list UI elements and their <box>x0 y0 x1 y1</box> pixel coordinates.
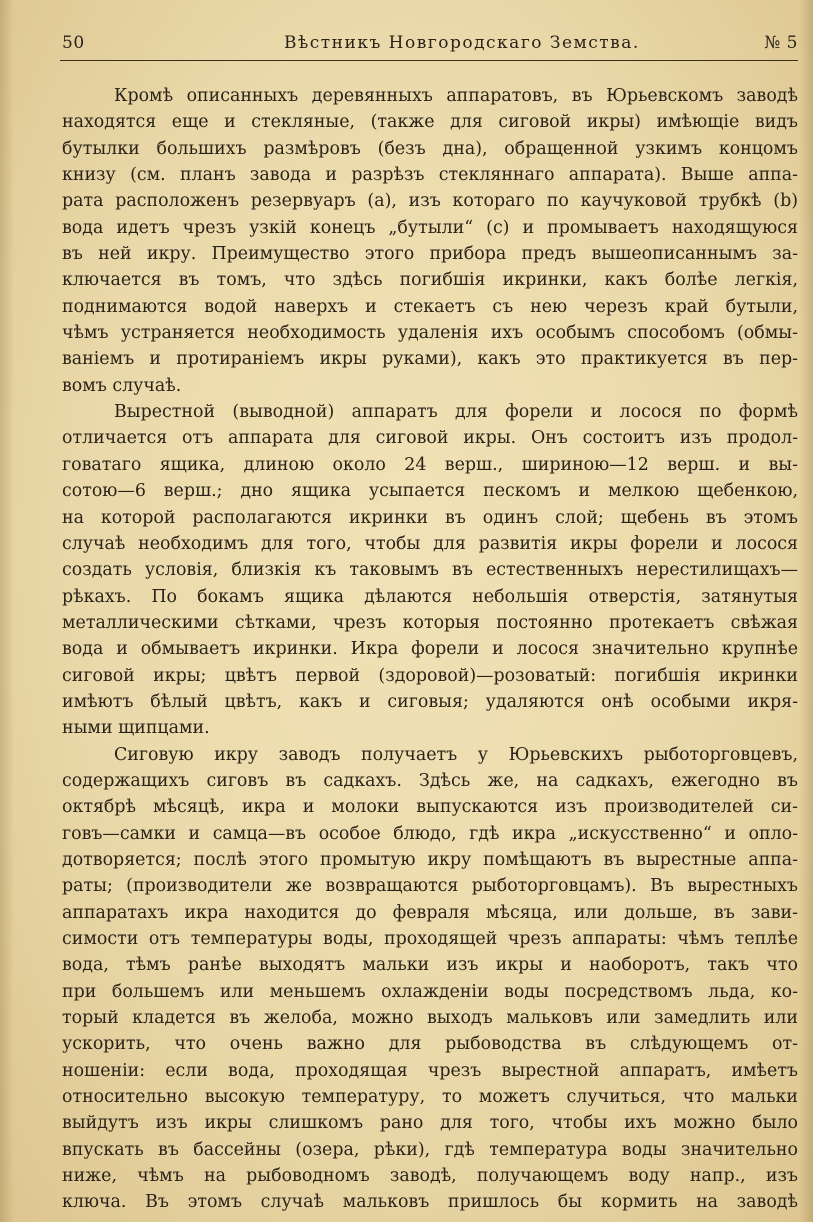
text-line: на которой располагаются икринки въ одинъ слой; щебень въ этомъ <box>62 507 798 528</box>
header-rule <box>60 60 798 61</box>
page-number: 50 <box>62 33 85 53</box>
text-line: находятся еще и стекляные, (также для сиговой икры) имѣющіе видъ <box>62 112 798 133</box>
text-line: создать условія, близкія къ таковымъ въ естественныхъ нерестилищахъ— <box>62 560 798 581</box>
text-line: аппаратахъ икра находится до февраля мѣсяца, или дольше, въ зави- <box>62 902 798 923</box>
text-line: вода и обмываетъ икринки. Икра форели и лосося значительно крупнѣе <box>62 639 798 660</box>
text-line: бутылки большихъ размѣровъ (безъ дна), обращенной узкимъ концомъ <box>62 138 798 159</box>
text-line: книзу (см. планъ завода и разрѣзъ стекляннаго аппарата). Выше аппа- <box>62 165 798 186</box>
text-line: отличается отъ аппарата для сиговой икры. Онъ состоитъ изъ продол- <box>62 428 798 449</box>
text-line: раты; (производители же возвращаются рыботорговцамъ). Въ вырестныхъ <box>62 876 798 897</box>
text-line: имѣютъ бѣлый цвѣтъ, какъ и сиговыя; удаляются онѣ особыми икря- <box>62 691 798 712</box>
text-line: вода идетъ чрезъ узкій конецъ „бутыли“ (с) и промываетъ находящуюся <box>62 217 798 238</box>
running-header <box>62 31 798 59</box>
text-line: Кромѣ описанныхъ деревянныхъ аппаратовъ, въ Юрьевскомъ заводѣ <box>114 86 798 106</box>
text-line: дотворяется; послѣ этого промытую икру помѣщаютъ въ вырестные аппа- <box>62 849 798 870</box>
text-line: ключа. Въ этомъ случаѣ мальковъ пришлось бы кормить на заводѣ <box>62 1192 798 1213</box>
text-line: Вырестной (выводной) аппаратъ для форели и лосося по формѣ <box>114 402 798 423</box>
text-line: симости отъ температуры воды, проходящей чрезъ аппараты: чѣмъ теплѣе <box>62 929 798 949</box>
issue-number: № 5 <box>764 33 798 53</box>
text-line: въ ней икру. Преимущество этого прибора предъ вышеописаннымъ за- <box>62 244 798 265</box>
text-line: ношеніи: если вода, проходящая чрезъ вырестной аппаратъ, имѣетъ <box>62 1060 798 1081</box>
page-edge-shadow-left <box>0 0 14 1222</box>
text-line: ваніемъ и протираніемъ икры руками), какъ это практикуется въ пер- <box>62 349 798 370</box>
text-line: металлическими сѣтками, чрезъ которыя постоянно протекаетъ свѣжая <box>62 612 798 633</box>
text-line: говатаго ящика, длиною около 24 верш., шириною—12 верш. и вы- <box>62 454 798 475</box>
page-edge-shadow-right <box>799 0 813 1222</box>
running-title: Вѣстникъ Новгородскаго Земства. <box>284 33 640 53</box>
text-line: говъ—самки и самца—въ особое блюдо, гдѣ икра „искусственно“ и опло- <box>62 823 798 844</box>
text-line: Сиговую икру заводъ получаетъ у Юрьевскихъ рыботорговцевъ, <box>114 744 798 765</box>
text-line: относительно высокую температуру, то можетъ случиться, что мальки <box>62 1087 798 1108</box>
text-line: вомъ случаѣ. <box>62 375 182 396</box>
text-line: выйдутъ изъ икры слишкомъ рано для того, чтобы ихъ можно было <box>62 1113 798 1134</box>
text-line: октябрѣ мѣсяцѣ, икра и молоки выпускаются изъ производителей си- <box>62 797 798 818</box>
text-line: ускорить, что очень важно для рыбоводства въ слѣдующемъ от- <box>62 1034 798 1055</box>
text-line: ными щипцами. <box>62 718 210 739</box>
text-line: поднимаются водой наверхъ и стекаетъ съ нею черезъ край бутыли, <box>62 296 798 317</box>
text-line: вода, тѣмъ ранѣе выходятъ мальки изъ икры и наоборотъ, такъ что <box>62 955 798 976</box>
text-line: ниже, чѣмъ на рыбоводномъ заводѣ, получающемъ воду напр., изъ <box>62 1166 798 1187</box>
text-line: рѣкахъ. По бокамъ ящика дѣлаются небольшія отверстія, затянутыя <box>62 586 798 607</box>
text-line: ключается въ томъ, что здѣсь погибшія икринки, какъ болѣе легкія, <box>62 270 798 291</box>
text-line: сотою—6 верш.; дно ящика усыпается пескомъ и мелкою щебенкою, <box>62 481 798 502</box>
text-line: при большемъ или меньшемъ охлажденіи воды посредствомъ льда, ко- <box>62 981 798 1002</box>
body-text <box>62 83 798 1216</box>
text-line: впускать въ бассейны (озера, рѣки), гдѣ температура воды значительно <box>62 1139 798 1160</box>
text-line: чѣмъ устраняется необходимость удаленія ихъ особымъ способомъ (обмы- <box>62 323 798 344</box>
text-line: случаѣ необходимъ для того, чтобы для развитія икры форели и лосося <box>62 533 798 554</box>
text-line: содержащихъ сиговъ въ садкахъ. Здѣсь же, на садкахъ, ежегодно въ <box>62 770 798 791</box>
text-line: рата расположенъ резервуаръ (а), изъ котораго по каучуковой трубкѣ (b) <box>62 191 798 212</box>
text-line: торый кладется въ желоба, можно выходъ мальковъ или замедлить или <box>62 1008 798 1029</box>
text-line: сиговой икры; цвѣтъ первой (здоровой)—розоватый: погибшія икринки <box>62 665 798 686</box>
